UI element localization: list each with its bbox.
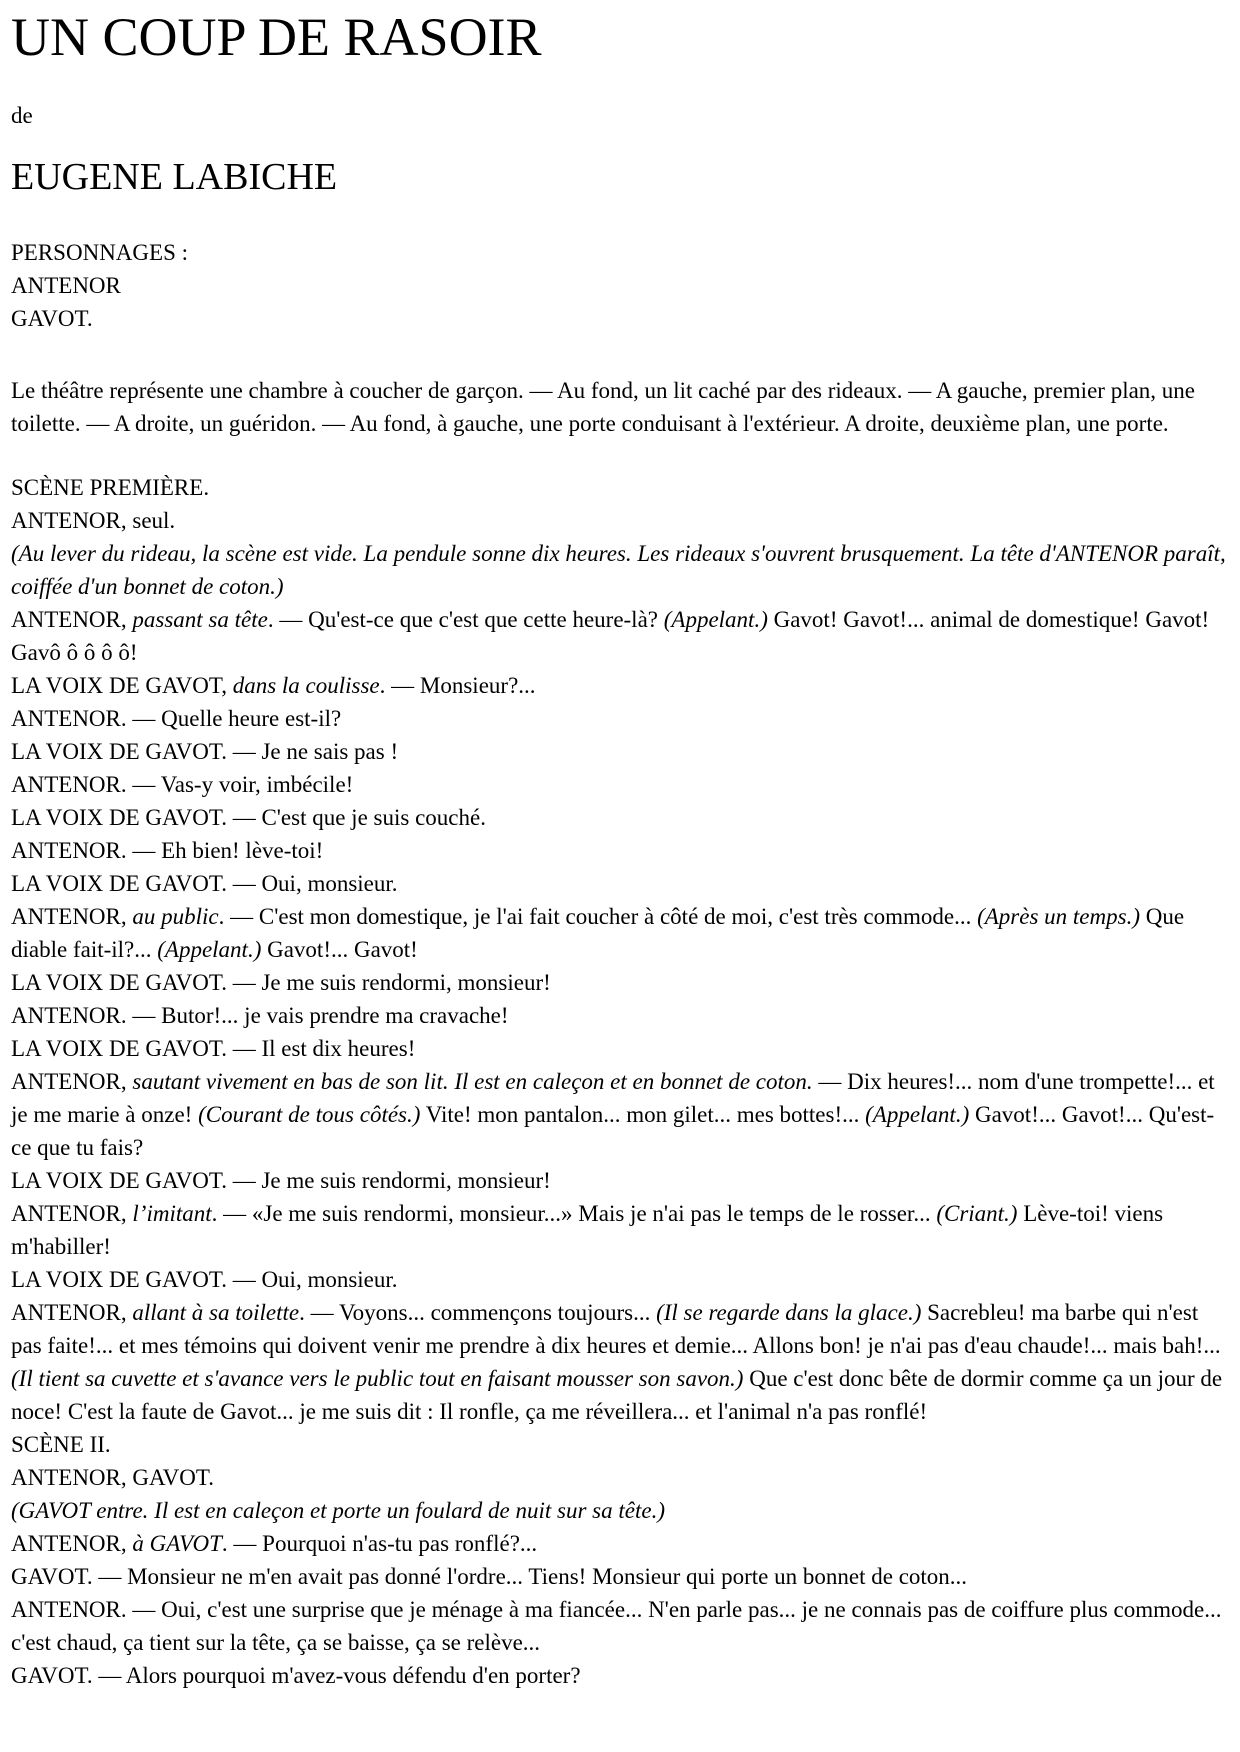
dialogue-text: LA VOIX DE GAVOT,	[11, 672, 233, 698]
script-line	[11, 702, 1229, 735]
dialogue-text: LA VOIX DE GAVOT. — Je me suis rendormi, monsieur!	[11, 969, 551, 995]
stage-direction-text: (Il tient sa cuvette et s'avance vers le public tout en faisant mousser son savon.)	[11, 1365, 744, 1391]
dialogue-text: ANTENOR,	[11, 903, 133, 929]
script-line	[11, 801, 1229, 834]
stage-direction-text: à GAVOT	[132, 1530, 222, 1556]
dialogue-text: . — Pourquoi n'as-tu pas ronflé?...	[221, 1530, 538, 1556]
dialogue-text: ANTENOR, GAVOT.	[11, 1464, 214, 1490]
stage-direction-text: (Appelant.)	[157, 936, 262, 962]
dialogue-text: . — Qu'est-ce que c'est que cette heure-là?	[267, 606, 664, 632]
cast-heading: PERSONNAGES :	[11, 239, 189, 265]
script-line	[11, 1659, 1229, 1692]
stage-direction-text: (Appelant.)	[865, 1101, 970, 1127]
dialogue-text: ANTENOR. — Eh bien! lève-toi!	[11, 837, 324, 863]
dialogue-text: Vite! mon pantalon... mon gilet... mes bottes!...	[420, 1101, 866, 1127]
dialogue-text: . — Voyons... commençons toujours...	[299, 1299, 657, 1325]
script-line	[11, 1263, 1229, 1296]
dialogue-text: LA VOIX DE GAVOT. — Oui, monsieur.	[11, 1266, 398, 1292]
dialogue-text: ANTENOR,	[11, 1530, 133, 1556]
stage-direction-text: (Courant de tous côtés.)	[198, 1101, 421, 1127]
script-line	[11, 1032, 1229, 1065]
dialogue-text: ANTENOR. — Quelle heure est-il?	[11, 705, 342, 731]
script-line	[11, 735, 1229, 768]
dialogue-text: ANTENOR, seul.	[11, 507, 176, 533]
byline: de	[11, 103, 33, 129]
dialogue-text: . — Monsieur?...	[379, 672, 536, 698]
author-name: EUGENE LABICHE	[11, 156, 338, 199]
dialogue-text: ANTENOR,	[11, 1299, 133, 1325]
dialogue-text: . — «Je me suis rendormi, monsieur...» Mais je n'ai pas le temps de le rosser...	[211, 1200, 937, 1226]
script-line	[11, 966, 1229, 999]
dialogue-text: LA VOIX DE GAVOT. — Oui, monsieur.	[11, 870, 398, 896]
script-line	[11, 471, 1229, 504]
stage-direction-text: (Au lever du rideau, la scène est vide. La pendule sonne dix heures. Les rideaux s'ouvrent brusquement. La tête d'ANTENOR paraît, coiffée d'un bonnet de coton.)	[11, 540, 1226, 599]
dialogue-text: GAVOT. — Alors pourquoi m'avez-vous défendu d'en porter?	[11, 1662, 581, 1688]
dialogue-text: Que diable fait-il?...	[11, 903, 1185, 962]
stage-direction-text: (GAVOT entre. Il est en caleçon et porte un foulard de nuit sur sa tête.)	[11, 1497, 665, 1523]
dialogue-text: ANTENOR. — Vas-y voir, imbécile!	[11, 771, 354, 797]
stage-direction-text: sautant vivement en bas de son lit. Il est en caleçon et en bonnet de coton.	[132, 1068, 813, 1094]
stage-direction-text: au public	[132, 903, 219, 929]
dialogue-text: SCÈNE PREMIÈRE.	[11, 474, 210, 500]
script-line	[11, 900, 1229, 966]
dialogue-text: Gavot!... Gavot!	[261, 936, 418, 962]
dialogue-text: — Dix heures!... nom d'une trompette!... et je me marie à onze!	[11, 1068, 1215, 1127]
script-line	[11, 1593, 1229, 1659]
script-line	[11, 537, 1229, 603]
dialogue-text: ANTENOR. — Oui, c'est une surprise que je ménage à ma fiancée... N'en parle pas... je ne connais pas de coiffure plus commode... c'est chaud, ça tient sur la tête, ça se baisse, ça se relève...	[11, 1596, 1222, 1655]
script-line	[11, 768, 1229, 801]
script-line	[11, 867, 1229, 900]
stage-direction-text: (Appelant.)	[663, 606, 768, 632]
cast-name-gavot: GAVOT.	[11, 305, 93, 331]
dialogue-text: ANTENOR,	[11, 1068, 133, 1094]
script-line	[11, 504, 1229, 537]
dialogue-text: ANTENOR,	[11, 1200, 133, 1226]
stage-direction-text: l’imitant	[132, 1200, 212, 1226]
script-line	[11, 1065, 1229, 1164]
dialogue-text: Gavot!... Gavot!... Qu'est-ce que tu fais?	[11, 1101, 1215, 1160]
script-line	[11, 1428, 1229, 1461]
dialogue-text: Sacrebleu! ma barbe qui n'est pas faite!... et mes témoins qui doivent venir me prendre à dix heures et demie... Allons bon! je n'ai pas d'eau chaude!... mais bah!...	[11, 1299, 1221, 1358]
dialogue-text: LA VOIX DE GAVOT. — Je ne sais pas !	[11, 738, 399, 764]
dialogue-text: LA VOIX DE GAVOT. — C'est que je suis couché.	[11, 804, 486, 830]
dialogue-text: SCÈNE II.	[11, 1431, 111, 1457]
script-line	[11, 1560, 1229, 1593]
stage-setting: Le théâtre représente une chambre à coucher de garçon. — Au fond, un lit caché par des rideaux. — A gauche, premier plan, une toilette. — A droite, un guéridon. — Au fond, à gauche, une porte conduisant à l'extérieur. A droite, deuxième plan, une porte.	[11, 377, 1195, 436]
script-line	[11, 1461, 1229, 1494]
script-line	[11, 669, 1229, 702]
stage-direction-text: (Il se regarde dans la glace.)	[656, 1299, 922, 1325]
stage-direction-text: (Après un temps.)	[977, 903, 1140, 929]
script-line	[11, 1296, 1229, 1428]
dialogue-text: Gavot! Gavot!... animal de domestique! Gavot! Gavô ô ô ô ô!	[11, 606, 1210, 665]
dialogue-text: GAVOT. — Monsieur ne m'en avait pas donné l'ordre... Tiens! Monsieur qui porte un bonnet de coton...	[11, 1563, 968, 1589]
script-line	[11, 1494, 1229, 1527]
script-line	[11, 1527, 1229, 1560]
stage-direction-text: (Criant.)	[936, 1200, 1018, 1226]
dialogue-text: LA VOIX DE GAVOT. — Il est dix heures!	[11, 1035, 416, 1061]
cast-list	[11, 236, 1229, 335]
stage-direction-text: allant à sa toilette	[132, 1299, 300, 1325]
document-title: UN COUP DE RASOIR	[11, 7, 542, 67]
script-line	[11, 603, 1229, 669]
stage-direction-text: passant sa tête	[132, 606, 268, 632]
script-line	[11, 834, 1229, 867]
script-line	[11, 1164, 1229, 1197]
dialogue-text: ANTENOR. — Butor!... je vais prendre ma cravache!	[11, 1002, 509, 1028]
dialogue-text: Lève-toi! viens m'habiller!	[11, 1200, 1164, 1259]
dialogue-text: . — C'est mon domestique, je l'ai fait coucher à côté de moi, c'est très commode...	[218, 903, 978, 929]
stage-direction-text: dans la coulisse	[232, 672, 380, 698]
dialogue-text: ANTENOR,	[11, 606, 133, 632]
script-line	[11, 1197, 1229, 1263]
script-line	[11, 999, 1229, 1032]
script-body	[11, 471, 1229, 1692]
dialogue-text: Que c'est donc bête de dormir comme ça un jour de noce! C'est la faute de Gavot... je me suis dit : Il ronfle, ça me réveillera... et l'animal n'a pas ronflé!	[11, 1365, 1223, 1424]
dialogue-text: LA VOIX DE GAVOT. — Je me suis rendormi, monsieur!	[11, 1167, 551, 1193]
cast-name-antenor: ANTENOR	[11, 272, 121, 298]
